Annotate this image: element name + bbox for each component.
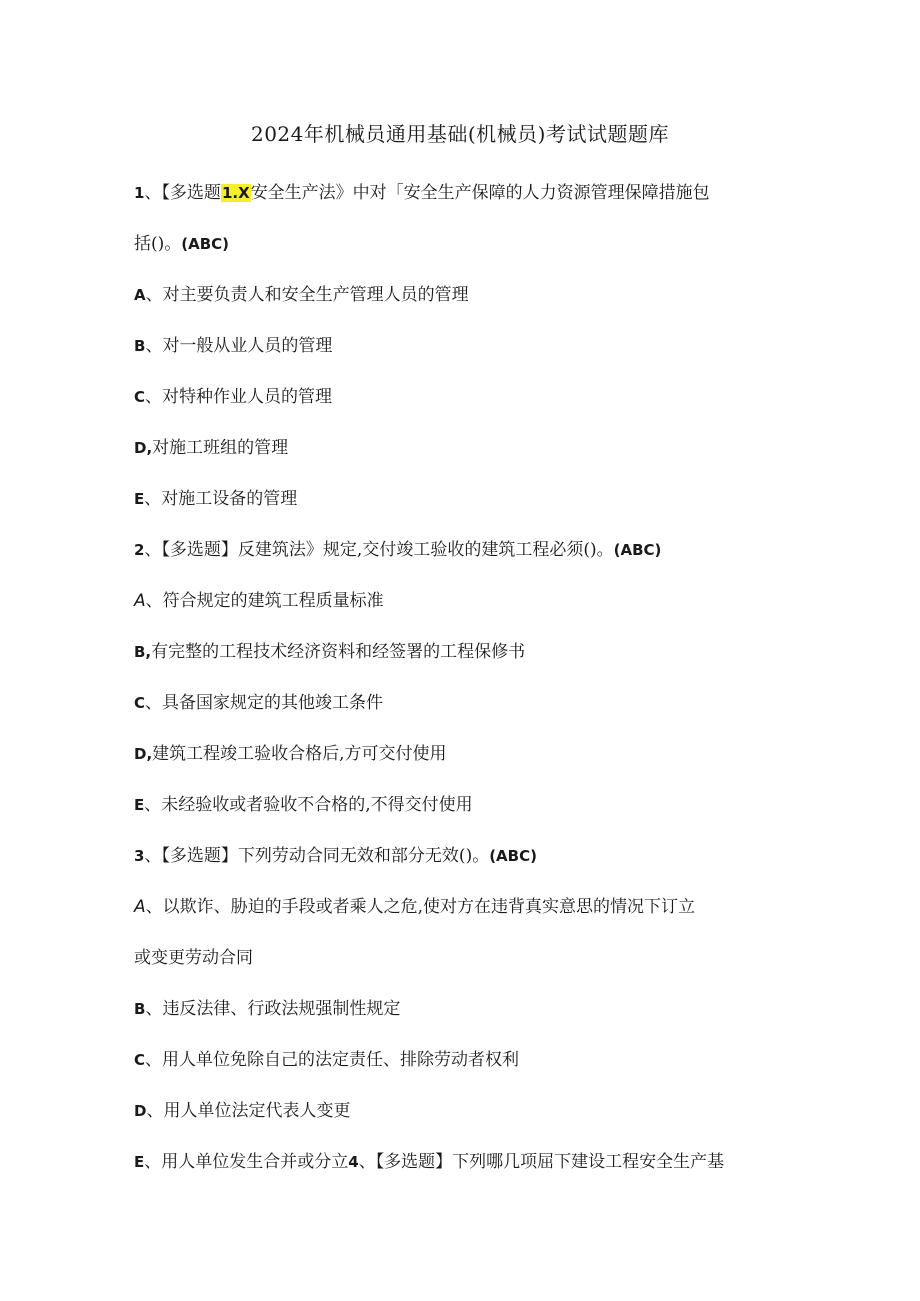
question-separator: 、 — [144, 846, 162, 866]
question-stem-part: 【多选题】下列哪几项屈下建设工程安全生产基 — [375, 1152, 725, 1172]
highlighted-text: 1.X — [221, 184, 250, 202]
question-answer: (ABC) — [181, 235, 230, 253]
option-separator: 、 — [145, 336, 163, 356]
option-item — [134, 1096, 350, 1121]
question-1-stem-line-2 — [134, 229, 229, 254]
option-separator: 、 — [144, 489, 162, 509]
option-text: 建筑工程竣工验收合格后,方可交付使用 — [152, 744, 447, 764]
question-separator: 、 — [144, 183, 162, 203]
option-letter: A — [134, 897, 146, 917]
option-letter: C — [134, 1051, 146, 1069]
question-stem-part: 括()。 — [134, 234, 182, 254]
question-number: 4 — [348, 1153, 359, 1171]
question-stem-part: 安全生产法》中对「安全生产保障的人力资源管理保障措施包 — [250, 183, 710, 203]
option-text: 用人单位免除自己的法定责任、排除劳动者权利 — [162, 1050, 520, 1070]
option-separator: 、 — [145, 1050, 163, 1070]
question-number: 1 — [134, 184, 145, 202]
question-stem-part: 【多选题】反建筑法》规定,交付竣工验收的建筑工程必须()。 — [161, 540, 614, 560]
option-text: 对施工班组的管理 — [152, 438, 289, 458]
option-letter: E — [134, 796, 145, 814]
question-answer: (ABC) — [613, 541, 662, 559]
option-item — [134, 382, 332, 407]
question-1-stem-line-1 — [134, 178, 710, 203]
question-separator: 、 — [358, 1152, 376, 1172]
option-separator: 、 — [144, 1152, 162, 1172]
option-letter: C — [134, 388, 146, 406]
option-text: 对一般从业人员的管理 — [162, 336, 333, 356]
option-separator: 、 — [145, 897, 163, 917]
option-letter: E — [134, 1153, 145, 1171]
option-item — [134, 586, 384, 611]
option-text: 或变更劳动合同 — [134, 948, 253, 968]
option-text: 违反法律、行政法规强制性规定 — [162, 999, 401, 1019]
option-letter: A — [134, 286, 146, 304]
option-item — [134, 1045, 519, 1070]
option-item — [134, 637, 525, 662]
option-item — [134, 688, 383, 713]
option-separator: 、 — [145, 285, 163, 305]
option-text: 对特种作业人员的管理 — [162, 387, 333, 407]
option-separator: 、 — [146, 1101, 164, 1121]
option-separator: 、 — [145, 387, 163, 407]
option-text: 以欺诈、胁迫的手段或者乘人之危,使对方在违背真实意思的情况下订立 — [162, 897, 696, 917]
option-item — [134, 280, 469, 305]
option-item — [134, 790, 473, 815]
option-text: 符合规定的建筑工程质量标准 — [162, 591, 384, 611]
question-answer: (ABC) — [489, 847, 537, 865]
option-letter: B — [134, 1000, 146, 1018]
option-separator: 、 — [145, 591, 163, 611]
option-text: 对主要负责人和安全生产管理人员的管理 — [162, 285, 469, 305]
question-3-stem — [134, 841, 537, 866]
option-text: 未经验收或者验收不合格的,不得交付使用 — [161, 795, 473, 815]
option-text: 有完整的工程技术经济资料和经签署的工程保修书 — [151, 642, 526, 662]
option-item — [134, 433, 288, 458]
question-stem-part: 【多选题 — [161, 183, 221, 203]
option-separator: 、 — [145, 693, 163, 713]
option-item — [134, 892, 695, 917]
option-letter: D, — [134, 745, 153, 763]
question-separator: 、 — [144, 540, 162, 560]
option-item-continuation — [134, 943, 253, 968]
option-text: 用人单位发生合并或分立 — [161, 1152, 349, 1172]
option-item — [134, 994, 400, 1019]
page-title: 2024年机械员通用基础(机械员)考试试题题库 — [250, 122, 669, 146]
option-letter: B — [134, 337, 146, 355]
option-text: 用人单位法定代表人变更 — [163, 1101, 351, 1121]
option-letter: D — [134, 1102, 147, 1120]
option-separator: 、 — [144, 795, 162, 815]
option-letter: C — [134, 694, 146, 712]
option-item — [134, 1147, 724, 1172]
question-number: 3 — [134, 847, 145, 865]
option-item — [134, 484, 297, 509]
option-text: 具备国家规定的其他竣工条件 — [162, 693, 384, 713]
option-item — [134, 331, 332, 356]
question-2-stem — [134, 535, 661, 560]
option-item — [134, 739, 447, 764]
option-separator: 、 — [145, 999, 163, 1019]
option-letter: E — [134, 490, 145, 508]
option-text: 对施工设备的管理 — [161, 489, 298, 509]
question-stem-part: 【多选题】下列劳动合同无效和部分无效()。 — [161, 846, 490, 866]
question-number: 2 — [134, 541, 145, 559]
option-letter: A — [134, 591, 146, 611]
option-letter: D, — [134, 439, 153, 457]
option-letter: B, — [134, 643, 152, 661]
